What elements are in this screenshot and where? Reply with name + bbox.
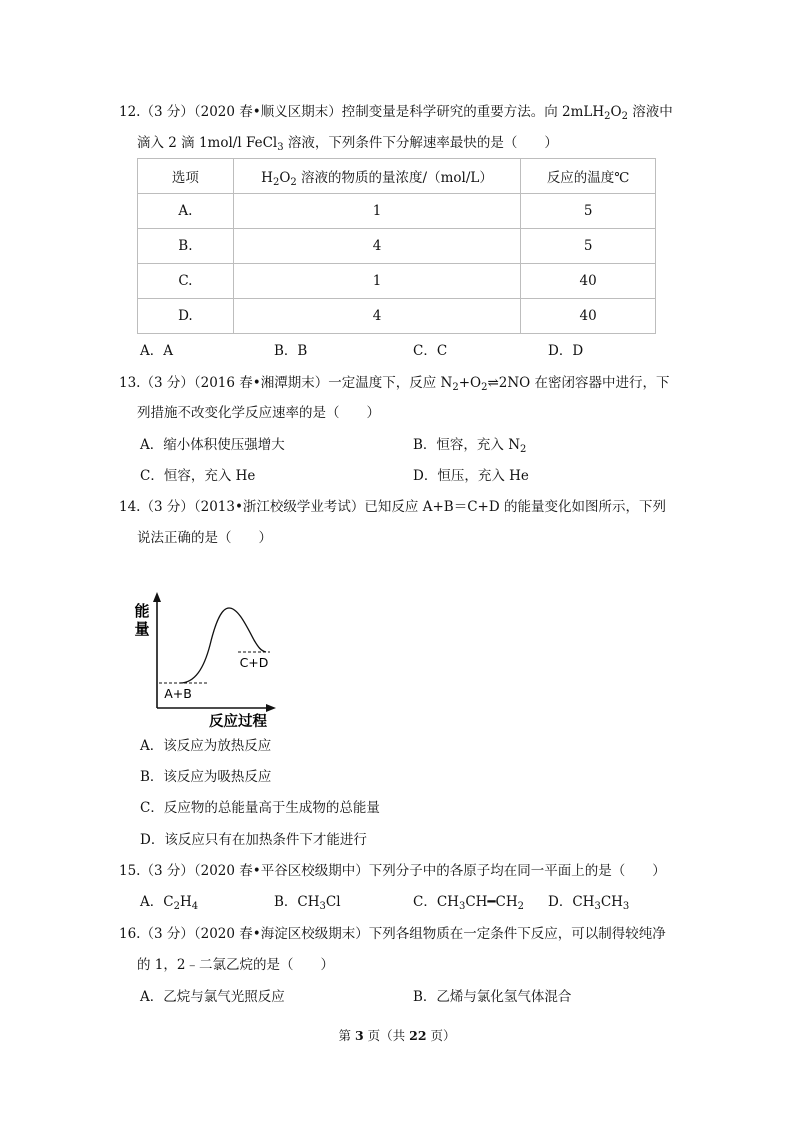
q12-choice-a: A．A xyxy=(140,343,173,359)
q12-options-table xyxy=(137,158,656,334)
q13-choice-b: B．恒容，充入 $N_2$ xyxy=(413,437,527,455)
q13-choice-a: A．缩小体积使压强增大 xyxy=(140,437,285,453)
q12-stem-line2: 滴入 2 滴 1mol/l FeCl$_3$ 溶液，下列条件下分解速率最快的是（ ） xyxy=(137,135,558,153)
table-row xyxy=(138,194,656,229)
table-cell: D. xyxy=(138,299,234,334)
energy-diagram xyxy=(130,590,280,730)
q16-stem-line1: 16.（3 分）（2020 春•海淀区校级期末）下列各组物质在一定条件下反应，可以制得较纯净 xyxy=(119,926,666,942)
q13-choice-d: D．恒压，充入 He xyxy=(413,468,529,484)
q16-choice-b: B．乙烯与氯化氢气体混合 xyxy=(413,989,572,1005)
y-axis-arrow-icon xyxy=(153,592,161,602)
table-cell: 40 xyxy=(521,299,656,334)
table-cell: C. xyxy=(138,264,234,299)
table-row xyxy=(138,264,656,299)
y-axis-label-2: 量 xyxy=(134,620,150,638)
table-cell: 4 xyxy=(233,229,520,264)
table-header-cell: 反应的温度℃ xyxy=(521,159,656,194)
y-axis-label-1: 能 xyxy=(134,602,150,620)
q13-stem-line1: 13.（3 分）（2016 春•湘潭期末）一定温度下，反应 $N_2+O_2\rightleftharpoons 2NO$ 在密闭容器中进行，下 xyxy=(119,375,670,393)
q15-choice-d: D．$CH_3CH_3$ xyxy=(548,894,630,912)
q16-choice-a: A．乙烷与氯气光照反应 xyxy=(140,989,285,1005)
q16-stem-line2: 的 1，2﹣二氯乙烷的是（ ） xyxy=(137,957,334,973)
table-cell: B. xyxy=(138,229,234,264)
q13-choice-c: C．恒容，充入 He xyxy=(140,468,256,484)
q15-choice-c: C．$CH_3CH━CH_2$ xyxy=(413,894,525,912)
table-header-row xyxy=(138,159,656,194)
table-cell: 40 xyxy=(521,264,656,299)
page-total: 22 xyxy=(409,1028,427,1043)
energy-curve xyxy=(180,608,266,683)
table-cell: 5 xyxy=(521,229,656,264)
q12-stem-line1: 12.（3 分）（2020 春•顺义区期末）控制变量是科学研究的重要方法。向 $2mLH_2O_2$ 溶液中 xyxy=(119,104,673,122)
page-footer: 第 3 页（共 22 页） xyxy=(338,1028,456,1043)
page-number: 3 xyxy=(354,1028,364,1043)
table-header-cell: $H_2O_2$ 溶液的物质的量浓度/（mol/L） xyxy=(233,159,520,194)
q13-stem-line2: 列措施不改变化学反应速率的是（ ） xyxy=(137,405,380,421)
q14-choice-c: C．反应物的总能量高于生成物的总能量 xyxy=(140,800,380,816)
q12-choice-b: B．B xyxy=(274,343,308,359)
x-axis-label: 反应过程 xyxy=(209,714,267,730)
table-cell: A. xyxy=(138,194,234,229)
q15-stem: 15.（3 分）（2020 春•平谷区校级期中）下列分子中的各原子均在同一平面上的是（ ） xyxy=(119,863,666,879)
q14-stem-line2: 说法正确的是（ ） xyxy=(137,530,272,546)
product-label: C+D xyxy=(239,655,269,670)
x-axis-arrow-icon xyxy=(266,704,276,712)
q14-choice-b: B．该反应为吸热反应 xyxy=(140,769,272,785)
reactant-label: A+B xyxy=(164,686,192,701)
q14-choice-a: A．该反应为放热反应 xyxy=(140,738,272,754)
q12-choice-d: D．D xyxy=(548,343,584,359)
table-cell: 4 xyxy=(233,299,520,334)
table-row xyxy=(138,229,656,264)
table-cell: 1 xyxy=(233,264,520,299)
q15-choice-a: A．$C_2H_4$ xyxy=(140,894,199,912)
table-header-cell: 选项 xyxy=(138,159,234,194)
q12-choice-c: C．C xyxy=(413,343,448,359)
q14-stem-line1: 14.（3 分）（2013•浙江校级学业考试）已知反应 A+B＝C+D 的能量变化如图所示，下列 xyxy=(119,499,666,515)
q15-choice-b: B．$CH_3Cl$ xyxy=(274,894,341,912)
table-cell: 1 xyxy=(233,194,520,229)
table-cell: 5 xyxy=(521,194,656,229)
q14-choice-d: D．该反应只有在加热条件下才能进行 xyxy=(140,832,367,848)
table-row xyxy=(138,299,656,334)
